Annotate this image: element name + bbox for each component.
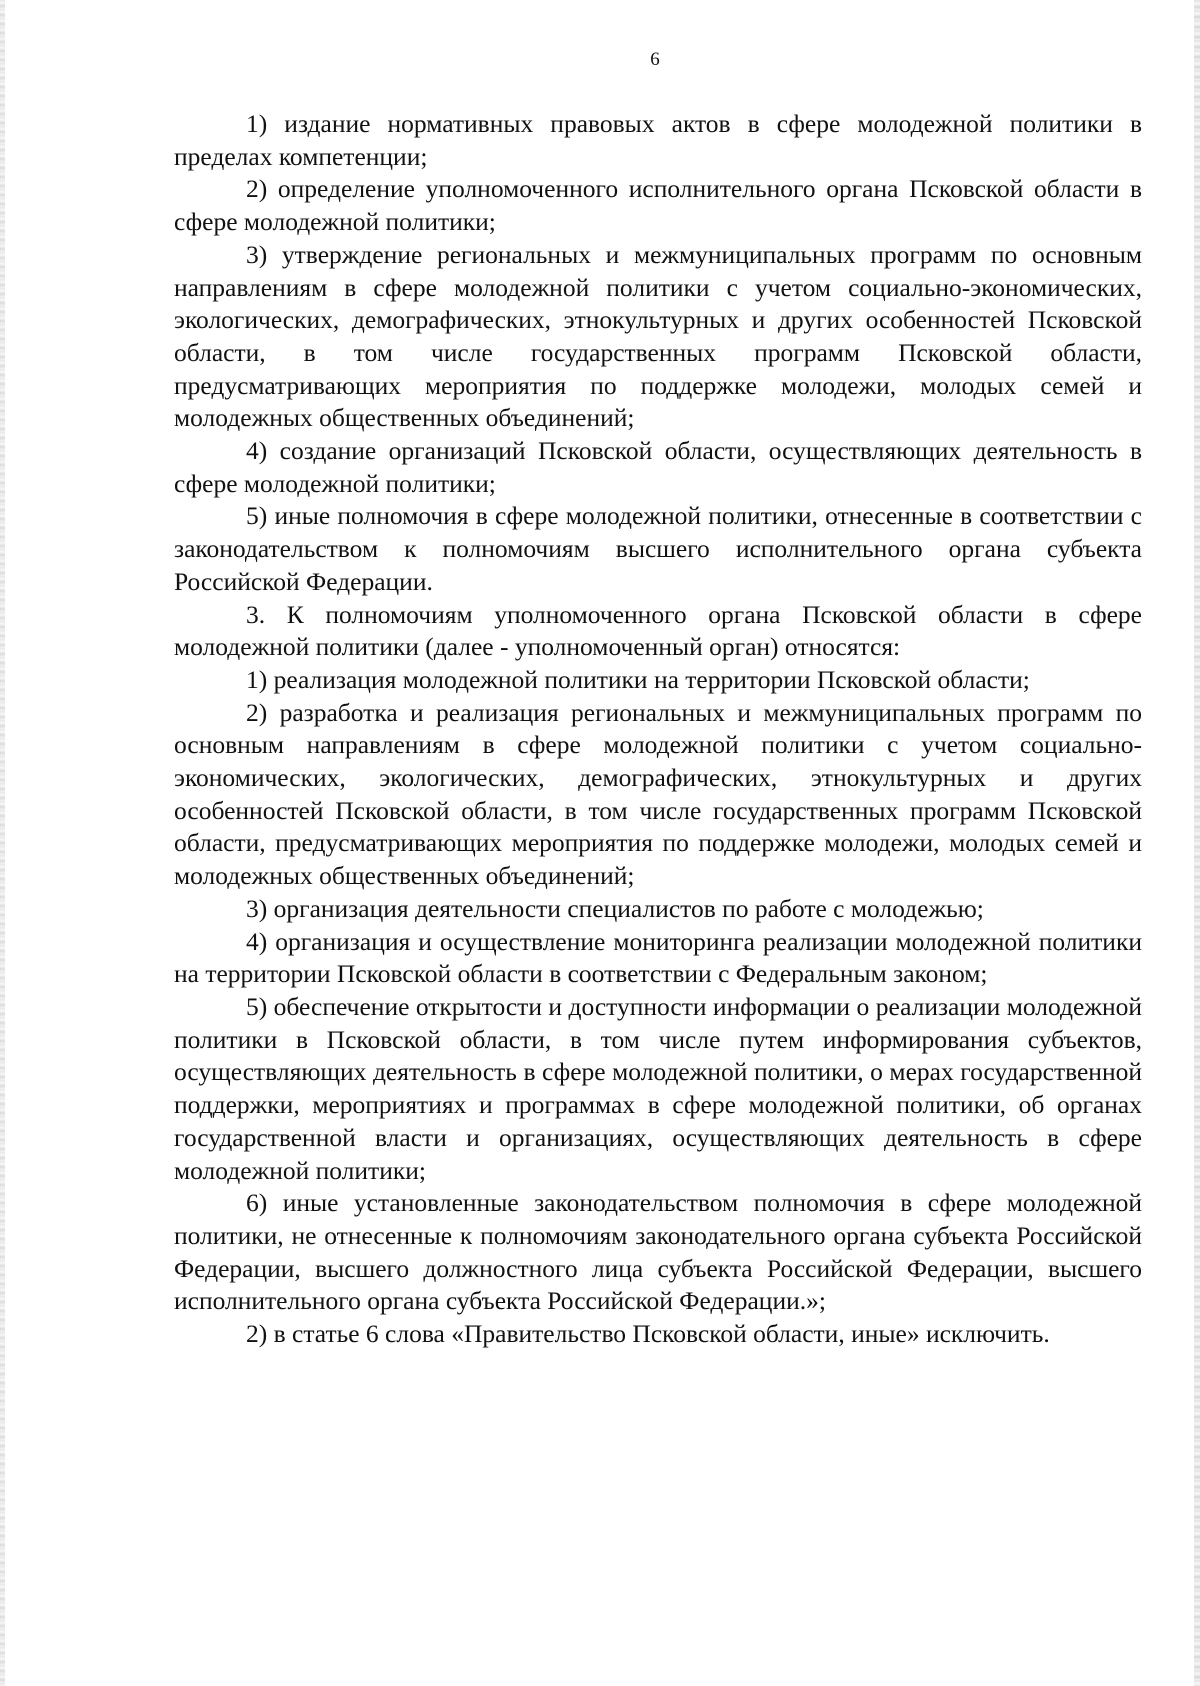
paragraph-3-1: 1) реализация молодежной политики на территории Псковской области;	[246, 664, 1030, 694]
paragraph-3-6: 6) иные установленные законодательством полномочия в сфере молодежной политики, не отнесенные к полномочиям законодательного органа субъекта Российской Федерации, высшего должностного лица субъекта Российской Федерации, высшего исполнительного органа субъекта Российской Федерации.»;	[174, 1188, 1142, 1316]
document-body	[174, 108, 1142, 1351]
page-number: 6	[650, 49, 660, 70]
paragraph-1-2: 2) определение уполномоченного исполнительного органа Псковской области в сфере молодежной политики;	[174, 174, 1142, 237]
scan-edge-left	[0, 0, 5, 1686]
paragraph-section-3: 3. К полномочиям уполномоченного органа Псковской области в сфере молодежной политики (далее - уполномоченный орган) относятся:	[174, 599, 1142, 662]
scan-edge-right	[1194, 0, 1200, 1686]
paragraph-1-4: 4) создание организаций Псковской области, осуществляющих деятельность в сфере молодежной политики;	[174, 436, 1142, 498]
paragraph-3-4: 4) организация и осуществление мониторинга реализации молодежной политики на территории Псковской области в соответствии с Федеральным законом;	[174, 926, 1142, 989]
paragraph-amendment-2: 2) в статье 6 слова «Правительство Псковской области, иные» исключить.	[246, 1319, 1050, 1349]
paragraph-3-5: 5) обеспечение открытости и доступности информации о реализации молодежной политики в Псковской области, в том числе путем информирования субъектов, осуществляющих деятельность в сфере молодежной политики, о мерах государственной поддержки, мероприятиях и программах в сфере молодежной политики, об органах государственной власти и организациях, осуществляющих деятельность в сфере молодежной политики;	[174, 991, 1142, 1185]
paragraph-3-3: 3) организация деятельности специалистов по работе с молодежью;	[246, 893, 984, 923]
paragraph-1-1: 1) издание нормативных правовых актов в сфере молодежной политики в пределах компетенции;	[174, 109, 1142, 171]
paragraph-1-3: 3) утверждение региональных и межмуниципальных программ по основным направлениям в сфере молодежной политики с учетом социально-экономических, экологических, демографических, этнокультурных и других особенностей Псковской области, в том числе государственных программ Псковской области, предусматривающих мероприятия по поддержке молодежи, молодых семей и молодежных общественных объединений;	[174, 239, 1142, 433]
paragraph-3-2: 2) разработка и реализация региональных и межмуниципальных программ по основным направлениям в сфере молодежной политики с учетом социально-экономических, экологических, демографических, этнокультурных и других особенностей Псковской области, в том числе государственных программ Псковской области, предусматривающих мероприятия по поддержке молодежи, молодых семей и молодежных общественных объединений;	[174, 697, 1142, 891]
paragraph-1-5: 5) иные полномочия в сфере молодежной политики, отнесенные в соответствии с законодательством к полномочиям высшего исполнительного органа субъекта Российской Федерации.	[174, 501, 1142, 596]
